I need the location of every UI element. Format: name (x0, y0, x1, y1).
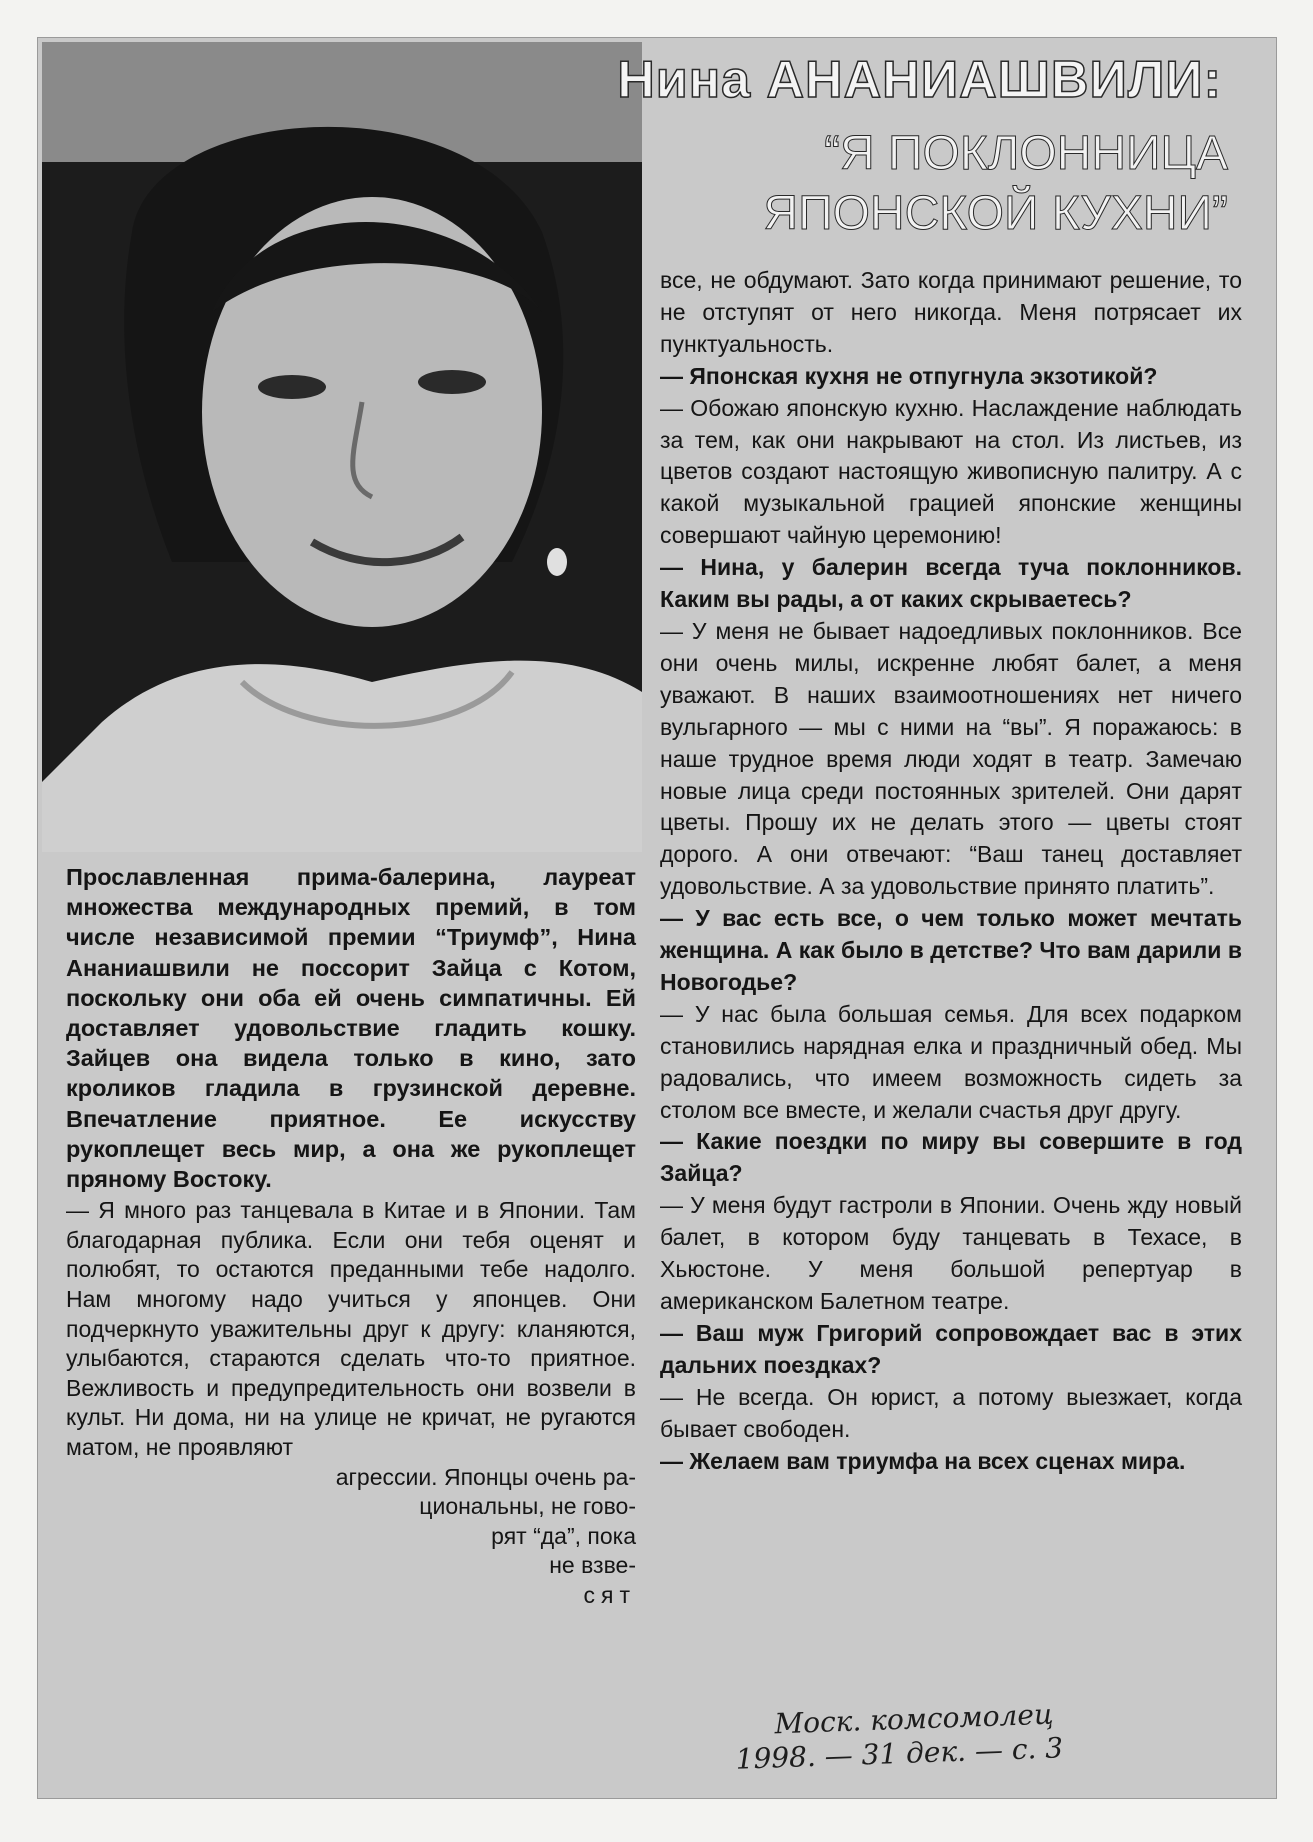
question-6: — Желаем вам триумфа на всех сценах мира. (660, 1447, 1186, 1474)
handwritten-line-2: 1998. — 31 дек. — с. 3 (735, 1731, 1064, 1776)
answer-2: — У меня не бывает надоедливых поклонников. Все они очень милы, искренне любят балет, а меня уважают. В наших взаимоотношениях нет ничего вульгарного — мы с ними на “вы”. Я поражаюсь: в наше трудное время люди ходят в театр. Замечаю новые лица среди постоянных зрителей. Они дарят цветы. Прошу их не делать этого — цветы стоят дорого. А они отвечают: “Ваш танец доставляет удовольствие. А за удовольствие принято платить”. (660, 617, 1242, 900)
headline (617, 42, 1242, 257)
tail-line: рят “да”, пока (491, 1522, 636, 1549)
headline-quote (668, 124, 1228, 244)
portrait-photo (42, 42, 642, 852)
answer-4: — У меня будут гастроли в Японии. Очень жду новый балет, в котором буду танцевать в Техасе, в Хьюстоне. У меня большой репертуар в американском Балетном театре. (660, 1192, 1242, 1314)
answer-tail (66, 1463, 636, 1611)
question-5: — Ваш муж Григорий сопровождает вас в этих дальних поездках? (660, 1319, 1242, 1378)
headline-quote-line-1: “Я ПОКЛОННИЦА (824, 127, 1228, 180)
handwritten-line-1: Моск. комсомолец (773, 1697, 1054, 1741)
left-column (66, 862, 636, 1611)
question-1: — Японская кухня не отпугнула экзотикой? (660, 362, 1158, 389)
headline-quote-line-2: ЯПОНСКОЙ КУХНИ” (763, 187, 1228, 240)
tail-line: не взве- (549, 1552, 636, 1579)
tail-line: сят (583, 1581, 636, 1608)
lead-paragraph: Прославленная прима-балерина, лауреат множества международных премий, в том числе независимой премии “Триумф”, Нина Ананиашвили не поссорит Зайца с Котом, поскольку они оба ей очень симпатичны. Ей доставляет удовольствие гладить кошку. Зайцев она видела только в кино, зато кроликов гладила в грузинской деревне. Впечатление приятное. Ее искусству рукоплещет весь мир, а она же рукоплещет пряному Востоку. (66, 864, 636, 1193)
question-2: — Нина, у балерин всегда туча поклонников. Каким вы рады, а от каких скрываетесь? (660, 554, 1242, 613)
answer-1: — Обожаю японскую кухню. Наслаждение наблюдать за тем, как они накрывают на стол. Из листьев, из цветов создают настоящую живописную палитру. А с какой музыкальной грацией японские женщины совершают чайную церемонию! (660, 394, 1242, 549)
tail-line: агрессии. Японцы очень ра- (335, 1463, 636, 1490)
continued-paragraph: все, не обдумают. Зато когда принимают решение, то не отступят от него никогда. Меня потрясает их пунктуальность. (660, 267, 1242, 357)
answer-paragraph: — Я много раз танцевала в Китае и в Японии. Там благодарная публика. Если они тебя оценят и полюбят, то остаются преданными тебе надолго. Нам многому надо учиться у японцев. Они подчеркнуто уважительны друг к другу: кланяются, улыбаются, стараются сделать что-то приятное. Вежливость и предупредительность они возвели в культ. Ни дома, ни на улице не кричат, не ругаются матом, не проявляют (66, 1197, 636, 1460)
headline-name: Нина АНАНИАШВИЛИ: (617, 51, 1222, 109)
question-3: — У вас есть все, о чем только может мечтать женщина. А как было в детстве? Что вам дарили в Новогодье? (660, 905, 1242, 995)
portrait-image (42, 42, 642, 852)
answer-5: — Не всегда. Он юрист, а потому выезжает, когда бывает свободен. (660, 1383, 1242, 1442)
right-column (660, 265, 1242, 1477)
question-4: — Какие поездки по миру вы совершите в год Зайца? (660, 1128, 1242, 1187)
answer-3: — У нас была большая семья. Для всех подарком становились нарядная елка и праздничный обед. Мы радовались, что имеем возможность сидеть за столом все вместе, и желали счастья друг другу. (660, 1000, 1242, 1123)
tail-line: циональны, не гово- (419, 1493, 636, 1520)
